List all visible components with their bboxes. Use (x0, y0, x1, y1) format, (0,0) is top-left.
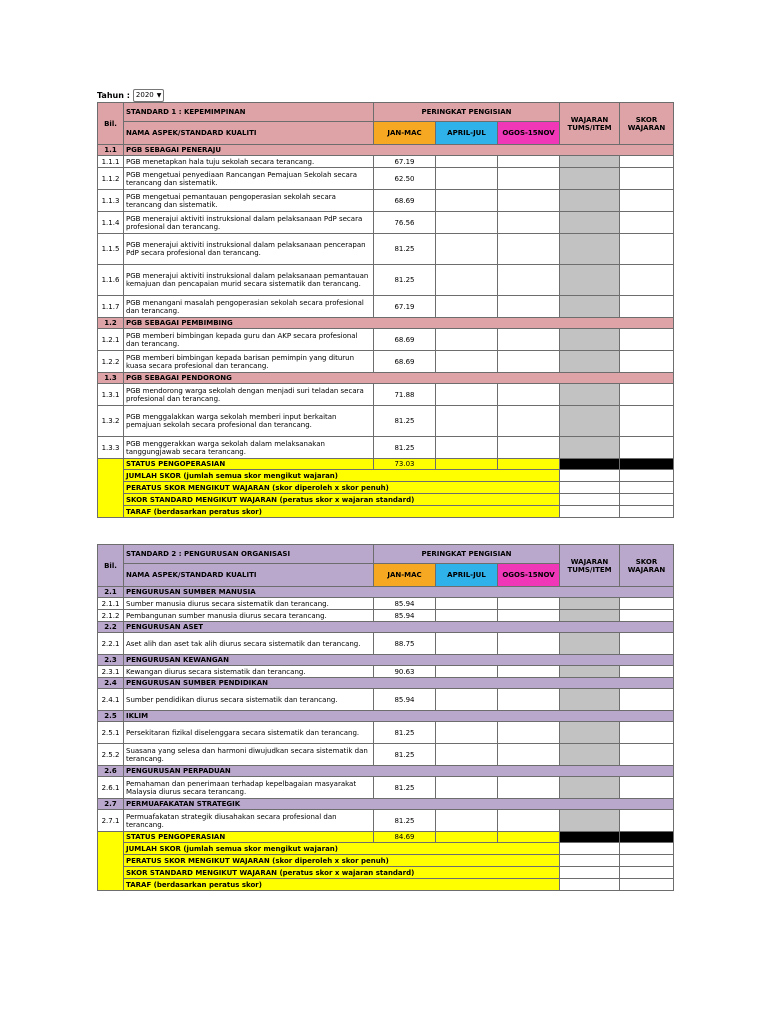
wajaran-cell (560, 810, 620, 832)
item-text: PGB menangani masalah pengoperasian sekolah secara profesional dan terancang. (124, 296, 374, 318)
wajaran-cell (560, 406, 620, 437)
wajaran-cell (560, 777, 620, 799)
status-ogos (498, 832, 560, 843)
skor-cell (620, 633, 674, 655)
item-number: 1.1.6 (98, 265, 124, 296)
item-row (98, 406, 674, 437)
wajaran-cell (560, 610, 620, 622)
jan-mac-score: 68.69 (374, 351, 436, 373)
summary-wajaran (560, 867, 620, 879)
wajaran-cell (560, 689, 620, 711)
april-jul-cell[interactable] (436, 234, 498, 265)
skor-cell (620, 744, 674, 766)
april-jul-cell[interactable] (436, 810, 498, 832)
ogos-nov-cell[interactable] (498, 329, 560, 351)
skor-cell (620, 598, 674, 610)
wajaran-cell (560, 437, 620, 459)
item-text: Persekitaran fizikal diselenggara secara sistematik dan terancang. (124, 722, 374, 744)
ogos-nov-cell[interactable] (498, 351, 560, 373)
skor-cell (620, 190, 674, 212)
jan-mac-header: JAN-MAC (374, 564, 436, 587)
year-select[interactable] (133, 89, 164, 102)
jan-mac-score: 90.63 (374, 666, 436, 678)
section-row (98, 145, 674, 156)
header-row (98, 103, 674, 122)
skor-cell (620, 689, 674, 711)
april-jul-cell[interactable] (436, 610, 498, 622)
standard1-table (97, 102, 674, 518)
wajaran-cell (560, 598, 620, 610)
wajaran-cell (560, 190, 620, 212)
jan-mac-score: 67.19 (374, 296, 436, 318)
chevron-down-icon: ▼ (156, 91, 162, 99)
skor-cell (620, 265, 674, 296)
jan-mac-score: 81.25 (374, 265, 436, 296)
wajaran-cell (560, 329, 620, 351)
section-row (98, 318, 674, 329)
item-number: 2.3.1 (98, 666, 124, 678)
status-label: STATUS PENGOPERASIAN (124, 459, 374, 470)
ogos-nov-cell[interactable] (498, 810, 560, 832)
april-jul-header: APRIL-JUL (436, 122, 498, 145)
ogos-nov-cell[interactable] (498, 722, 560, 744)
section-title: PENGURUSAN SUMBER MANUSIA (124, 587, 674, 598)
april-jul-cell[interactable] (436, 598, 498, 610)
skor-header: SKOR WAJARAN (620, 545, 674, 587)
section-title: PENGURUSAN KEWANGAN (124, 655, 674, 666)
summary-row (98, 843, 674, 855)
status-wajaran (560, 832, 620, 843)
item-row (98, 351, 674, 373)
status-wajaran (560, 459, 620, 470)
item-row (98, 598, 674, 610)
section-title: PENGURUSAN PERPADUAN (124, 766, 674, 777)
wajaran-cell (560, 212, 620, 234)
skor-header: SKOR WAJARAN (620, 103, 674, 145)
jan-mac-score: 81.25 (374, 234, 436, 265)
item-row (98, 666, 674, 678)
jan-mac-score: 88.75 (374, 633, 436, 655)
summary-wajaran (560, 494, 620, 506)
item-number: 1.1.3 (98, 190, 124, 212)
section-number: 2.2 (98, 622, 124, 633)
summary-row (98, 494, 674, 506)
ogos-nov-cell[interactable] (498, 689, 560, 711)
april-jul-cell[interactable] (436, 212, 498, 234)
item-text: PGB menerajui aktiviti instruksional dalam pelaksanaan PdP secara profesional dan terancang. (124, 212, 374, 234)
ogos-nov-cell[interactable] (498, 406, 560, 437)
april-jul-cell[interactable] (436, 190, 498, 212)
summary-wajaran (560, 879, 620, 891)
status-ogos (498, 459, 560, 470)
summary-row (98, 879, 674, 891)
section-row (98, 678, 674, 689)
item-row (98, 168, 674, 190)
item-text: Suasana yang selesa dan harmoni diwujudkan secara sistematik dan terancang. (124, 744, 374, 766)
standard2-table (97, 544, 674, 891)
section-title: PENGURUSAN SUMBER PENDIDIKAN (124, 678, 674, 689)
april-jul-cell[interactable] (436, 666, 498, 678)
april-jul-cell[interactable] (436, 722, 498, 744)
item-row (98, 212, 674, 234)
year-row (97, 88, 673, 102)
item-number: 2.2.1 (98, 633, 124, 655)
item-text: PGB mengetuai pemantauan pengoperasian sekolah secara terancang dan sistematik. (124, 190, 374, 212)
wajaran-header: WAJARAN TUMS/ITEM (560, 545, 620, 587)
jan-mac-score: 85.94 (374, 598, 436, 610)
section-row (98, 711, 674, 722)
wajaran-cell (560, 156, 620, 168)
skor-cell (620, 234, 674, 265)
item-text: PGB menerajui aktiviti instruksional dalam pelaksanaan pencerapan PdP secara profesional dan terancang. (124, 234, 374, 265)
status-skor (620, 459, 674, 470)
item-row (98, 633, 674, 655)
section-row (98, 766, 674, 777)
skor-cell (620, 351, 674, 373)
section-row (98, 587, 674, 598)
april-jul-cell[interactable] (436, 351, 498, 373)
summary-row (98, 470, 674, 482)
item-number: 2.1.1 (98, 598, 124, 610)
summary-skor (620, 843, 674, 855)
ogos-nov-cell[interactable] (498, 168, 560, 190)
bil-header: Bil. (98, 103, 124, 145)
skor-cell (620, 384, 674, 406)
april-jul-cell[interactable] (436, 689, 498, 711)
status-score: 73.03 (374, 459, 436, 470)
skor-cell (620, 156, 674, 168)
status-row (98, 832, 674, 843)
april-jul-cell[interactable] (436, 265, 498, 296)
status-april (436, 459, 498, 470)
april-jul-cell[interactable] (436, 777, 498, 799)
ogos-nov-cell[interactable] (498, 598, 560, 610)
jan-mac-score: 81.25 (374, 777, 436, 799)
section-title: PGB SEBAGAI PENDORONG (124, 373, 674, 384)
jan-mac-score: 68.69 (374, 190, 436, 212)
summary-skor (620, 879, 674, 891)
april-jul-cell[interactable] (436, 406, 498, 437)
status-label: STATUS PENGOPERASIAN (124, 832, 374, 843)
section-number: 1.3 (98, 373, 124, 384)
item-number: 1.1.1 (98, 156, 124, 168)
item-text: Sumber manusia diurus secara sistematik dan terancang. (124, 598, 374, 610)
section-title: PGB SEBAGAI PENERAJU (124, 145, 674, 156)
jan-mac-score: 81.25 (374, 406, 436, 437)
jan-mac-score: 85.94 (374, 610, 436, 622)
jan-mac-score: 81.25 (374, 437, 436, 459)
item-text: PGB memberi bimbingan kepada guru dan AKP secara profesional dan terancang. (124, 329, 374, 351)
summary-block (98, 459, 124, 518)
summary-label: SKOR STANDARD MENGIKUT WAJARAN (peratus skor x wajaran standard) (124, 494, 560, 506)
wajaran-cell (560, 666, 620, 678)
jan-mac-score: 67.19 (374, 156, 436, 168)
summary-wajaran (560, 482, 620, 494)
item-row (98, 234, 674, 265)
item-number: 1.1.4 (98, 212, 124, 234)
ogos-nov-cell[interactable] (498, 633, 560, 655)
wajaran-cell (560, 234, 620, 265)
ogos-nov-cell[interactable] (498, 744, 560, 766)
wajaran-cell (560, 744, 620, 766)
summary-wajaran (560, 470, 620, 482)
jan-mac-score: 76.56 (374, 212, 436, 234)
year-label: Tahun : (97, 90, 130, 100)
jan-mac-score: 81.25 (374, 810, 436, 832)
summary-label: PERATUS SKOR MENGIKUT WAJARAN (skor diperoleh x skor penuh) (124, 482, 560, 494)
summary-skor (620, 506, 674, 518)
skor-cell (620, 329, 674, 351)
summary-skor (620, 855, 674, 867)
item-row (98, 384, 674, 406)
jan-mac-score: 85.94 (374, 689, 436, 711)
april-jul-cell[interactable] (436, 744, 498, 766)
item-text: PGB menerajui aktiviti instruksional dalam pelaksanaan pemantauan kemajuan dan pencapaian murid secara sistematik dan terancang. (124, 265, 374, 296)
item-text: Kewangan diurus secara sistematik dan terancang. (124, 666, 374, 678)
status-april (436, 832, 498, 843)
summary-row (98, 867, 674, 879)
wajaran-header: WAJARAN TUMS/ITEM (560, 103, 620, 145)
section-number: 2.6 (98, 766, 124, 777)
section-row (98, 622, 674, 633)
item-row (98, 190, 674, 212)
item-text: Sumber pendidikan diurus secara sistematik dan terancang. (124, 689, 374, 711)
summary-label: TARAF (berdasarkan peratus skor) (124, 506, 560, 518)
skor-cell (620, 296, 674, 318)
skor-cell (620, 168, 674, 190)
item-number: 1.3.2 (98, 406, 124, 437)
section-number: 1.2 (98, 318, 124, 329)
section-number: 2.1 (98, 587, 124, 598)
summary-label: JUMLAH SKOR (jumlah semua skor mengikut wajaran) (124, 470, 560, 482)
year-value: 2020 (135, 91, 154, 99)
standard-title: STANDARD 1 : KEPEMIMPINAN (124, 103, 374, 122)
ogos-nov-cell[interactable] (498, 777, 560, 799)
section-row (98, 373, 674, 384)
item-number: 1.1.7 (98, 296, 124, 318)
item-text: Aset alih dan aset tak alih diurus secara sistematik dan terancang. (124, 633, 374, 655)
ogos-nov-cell[interactable] (498, 190, 560, 212)
item-row (98, 329, 674, 351)
april-jul-cell[interactable] (436, 296, 498, 318)
peringkat-header: PERINGKAT PENGISIAN (374, 545, 560, 564)
wajaran-cell (560, 633, 620, 655)
ogos-nov-cell[interactable] (498, 666, 560, 678)
wajaran-cell (560, 265, 620, 296)
item-number: 1.1.5 (98, 234, 124, 265)
item-number: 2.1.2 (98, 610, 124, 622)
ogos-nov-cell[interactable] (498, 156, 560, 168)
item-row (98, 296, 674, 318)
section-number: 2.5 (98, 711, 124, 722)
wajaran-cell (560, 722, 620, 744)
wajaran-cell (560, 351, 620, 373)
section-number: 2.4 (98, 678, 124, 689)
section-number: 2.7 (98, 799, 124, 810)
jan-mac-score: 81.25 (374, 722, 436, 744)
ogos-nov-cell[interactable] (498, 296, 560, 318)
summary-wajaran (560, 506, 620, 518)
item-text: PGB menggerakkan warga sekolah dalam melaksanakan tanggungjawab secara terancang. (124, 437, 374, 459)
skor-cell (620, 610, 674, 622)
jan-mac-score: 71.88 (374, 384, 436, 406)
jan-mac-score: 68.69 (374, 329, 436, 351)
item-row (98, 689, 674, 711)
summary-label: JUMLAH SKOR (jumlah semua skor mengikut wajaran) (124, 843, 560, 855)
section-title: PERMUAFAKATAN STRATEGIK (124, 799, 674, 810)
item-text: Pembangunan sumber manusia diurus secara terancang. (124, 610, 374, 622)
skor-cell (620, 810, 674, 832)
item-row (98, 722, 674, 744)
status-skor (620, 832, 674, 843)
wajaran-cell (560, 296, 620, 318)
ogos-nov-cell[interactable] (498, 437, 560, 459)
ogos-nov-header: OGOS-15NOV (498, 122, 560, 145)
standard-title: STANDARD 2 : PENGURUSAN ORGANISASI (124, 545, 374, 564)
skor-cell (620, 437, 674, 459)
section-number: 2.3 (98, 655, 124, 666)
item-row (98, 610, 674, 622)
item-text: PGB mendorong warga sekolah dengan menjadi suri teladan secara profesional dan terancang. (124, 384, 374, 406)
april-jul-cell[interactable] (436, 384, 498, 406)
item-number: 2.4.1 (98, 689, 124, 711)
peringkat-header: PERINGKAT PENGISIAN (374, 103, 560, 122)
item-row (98, 810, 674, 832)
summary-skor (620, 867, 674, 879)
april-jul-header: APRIL-JUL (436, 564, 498, 587)
summary-skor (620, 494, 674, 506)
april-jul-cell[interactable] (436, 633, 498, 655)
aspek-header: NAMA ASPEK/STANDARD KUALITI (124, 122, 374, 145)
jan-mac-header: JAN-MAC (374, 122, 436, 145)
item-text: PGB menggalakkan warga sekolah memberi input berkaitan pemajuan sekolah secara profesional dan terancang. (124, 406, 374, 437)
section-row (98, 799, 674, 810)
header-row (98, 545, 674, 564)
item-text: PGB mengetuai penyediaan Rancangan Pemajuan Sekolah secara terancang dan sistematik. (124, 168, 374, 190)
status-score: 84.69 (374, 832, 436, 843)
item-number: 2.7.1 (98, 810, 124, 832)
ogos-nov-header: OGOS-15NOV (498, 564, 560, 587)
aspek-header: NAMA ASPEK/STANDARD KUALITI (124, 564, 374, 587)
summary-block (98, 832, 124, 891)
skor-cell (620, 777, 674, 799)
status-row (98, 459, 674, 470)
item-number: 1.1.2 (98, 168, 124, 190)
summary-skor (620, 482, 674, 494)
item-number: 1.2.1 (98, 329, 124, 351)
ogos-nov-cell[interactable] (498, 234, 560, 265)
bil-header: Bil. (98, 545, 124, 587)
wajaran-cell (560, 168, 620, 190)
item-number: 1.3.1 (98, 384, 124, 406)
skor-cell (620, 212, 674, 234)
item-number: 1.3.3 (98, 437, 124, 459)
item-row (98, 744, 674, 766)
section-title: PGB SEBAGAI PEMBIMBING (124, 318, 674, 329)
item-text: PGB menetapkan hala tuju sekolah secara terancang. (124, 156, 374, 168)
summary-row (98, 506, 674, 518)
summary-label: SKOR STANDARD MENGIKUT WAJARAN (peratus skor x wajaran standard) (124, 867, 560, 879)
wajaran-cell (560, 384, 620, 406)
item-number: 2.5.2 (98, 744, 124, 766)
ogos-nov-cell[interactable] (498, 384, 560, 406)
summary-row (98, 855, 674, 867)
item-row (98, 777, 674, 799)
section-title: IKLIM (124, 711, 674, 722)
jan-mac-score: 81.25 (374, 744, 436, 766)
april-jul-cell[interactable] (436, 329, 498, 351)
summary-skor (620, 470, 674, 482)
april-jul-cell[interactable] (436, 437, 498, 459)
ogos-nov-cell[interactable] (498, 265, 560, 296)
item-row (98, 437, 674, 459)
skor-cell (620, 406, 674, 437)
summary-row (98, 482, 674, 494)
ogos-nov-cell[interactable] (498, 610, 560, 622)
item-text: Pemahaman dan penerimaan terhadap kepelbagaian masyarakat Malaysia diurus secara terancang. (124, 777, 374, 799)
summary-label: PERATUS SKOR MENGIKUT WAJARAN (skor diperoleh x skor penuh) (124, 855, 560, 867)
section-title: PENGURUSAN ASET (124, 622, 674, 633)
item-text: PGB memberi bimbingan kepada barisan pemimpin yang diturun kuasa secara profesional dan terancang. (124, 351, 374, 373)
item-row (98, 265, 674, 296)
section-number: 1.1 (98, 145, 124, 156)
jan-mac-score: 62.50 (374, 168, 436, 190)
item-number: 1.2.2 (98, 351, 124, 373)
report-container (97, 88, 673, 891)
item-number: 2.5.1 (98, 722, 124, 744)
section-row (98, 655, 674, 666)
april-jul-cell[interactable] (436, 156, 498, 168)
item-text: Permuafakatan strategik diusahakan secara profesional dan terancang. (124, 810, 374, 832)
april-jul-cell[interactable] (436, 168, 498, 190)
item-row (98, 156, 674, 168)
ogos-nov-cell[interactable] (498, 212, 560, 234)
skor-cell (620, 666, 674, 678)
item-number: 2.6.1 (98, 777, 124, 799)
summary-label: TARAF (berdasarkan peratus skor) (124, 879, 560, 891)
summary-wajaran (560, 855, 620, 867)
summary-wajaran (560, 843, 620, 855)
skor-cell (620, 722, 674, 744)
